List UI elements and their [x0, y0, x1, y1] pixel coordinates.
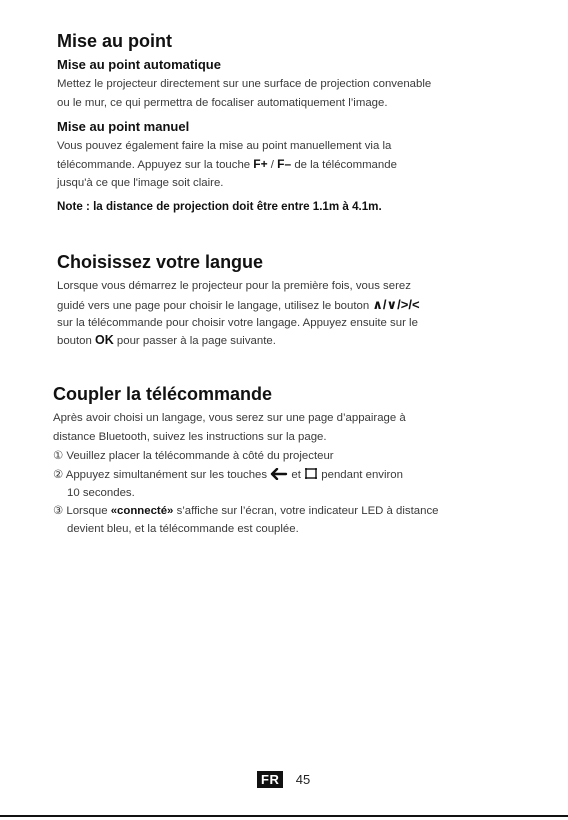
- distance-note: Note : la distance de projection doit être entre 1.1m à 4.1m.: [57, 200, 382, 213]
- auto-focus-line-1: Mettez le projecteur directement sur une surface de projection convenable: [57, 78, 432, 90]
- bottom-rule: [0, 815, 568, 817]
- manual-line-2-tail: de la télécommande: [291, 159, 397, 171]
- language-title: Choisissez votre langue: [57, 252, 264, 272]
- pairing-step-2-cont: 10 secondes.: [67, 487, 135, 499]
- language-line-4-tail: pour passer à la page suivante.: [113, 335, 276, 347]
- page-footer: [257, 771, 310, 789]
- manual-line-2-text: télécommande. Appuyez sur la touche: [57, 159, 254, 171]
- step-2-tail: pendant environ: [318, 469, 403, 481]
- step-2-and: et: [288, 469, 305, 481]
- step-2-text: ② Appuyez simultanément sur les touches: [53, 469, 271, 481]
- language-line-4: [57, 331, 276, 352]
- language-line-2-text: guidé vers une page pour choisir le langage, utilisez le bouton: [57, 300, 373, 312]
- up-arrow-icon: ∧: [372, 297, 383, 312]
- pairing-step-3: [53, 502, 438, 522]
- auto-focus-title: Mise au point automatique: [57, 57, 221, 72]
- focus-plus-key: F+: [253, 157, 268, 171]
- manual-focus-line-3: jusqu'à ce que l'image soit claire.: [57, 177, 224, 189]
- right-arrow-icon: >: [400, 297, 409, 312]
- down-arrow-icon: ∨: [386, 297, 398, 312]
- focus-minus-key: F–: [277, 157, 292, 171]
- language-line-3: sur la télécommande pour choisir votre langage. Appuyez ensuite sur le: [57, 317, 418, 329]
- pairing-line-2: distance Bluetooth, suivez les instructions sur la page.: [53, 431, 327, 443]
- ok-button-label: OK: [95, 333, 114, 347]
- manual-focus-title: Mise au point manuel: [57, 119, 190, 134]
- connected-label: «connecté»: [110, 505, 174, 517]
- step-3-text: ③ Lorsque: [53, 505, 111, 517]
- language-badge: FR: [257, 771, 283, 788]
- manual-focus-line-2: [57, 155, 397, 176]
- pairing-step-3-cont: devient bleu, et la télécommande est couplée.: [67, 523, 299, 535]
- left-arrow-icon: <: [411, 297, 420, 312]
- back-arrow-icon: [270, 468, 288, 488]
- separator: /: [397, 297, 401, 312]
- menu-square-icon: [304, 467, 318, 488]
- pairing-title: Coupler la télécommande: [53, 384, 273, 404]
- step-3-tail: s’affiche sur l’écran, votre indicateur LED à distance: [173, 505, 439, 517]
- language-line-4-text: bouton: [57, 335, 96, 347]
- manual-focus-line-1: Vous pouvez également faire la mise au point manuellement via la: [57, 140, 392, 152]
- slash: /: [267, 159, 278, 171]
- pairing-line-1: Après avoir choisi un langage, vous serez sur une page d’appairage à: [53, 412, 406, 424]
- separator: /: [408, 297, 412, 312]
- page-number: 45: [295, 772, 311, 787]
- auto-focus-line-2: ou le mur, ce qui permettra de focaliser automatiquement l’image.: [57, 97, 388, 109]
- focus-title: Mise au point: [57, 31, 173, 51]
- pairing-step-1: ① Veuillez placer la télécommande à côté du projecteur: [53, 450, 334, 462]
- separator: /: [382, 297, 387, 312]
- language-line-1: Lorsque vous démarrez le projecteur pour la première fois, vous serez: [57, 280, 411, 292]
